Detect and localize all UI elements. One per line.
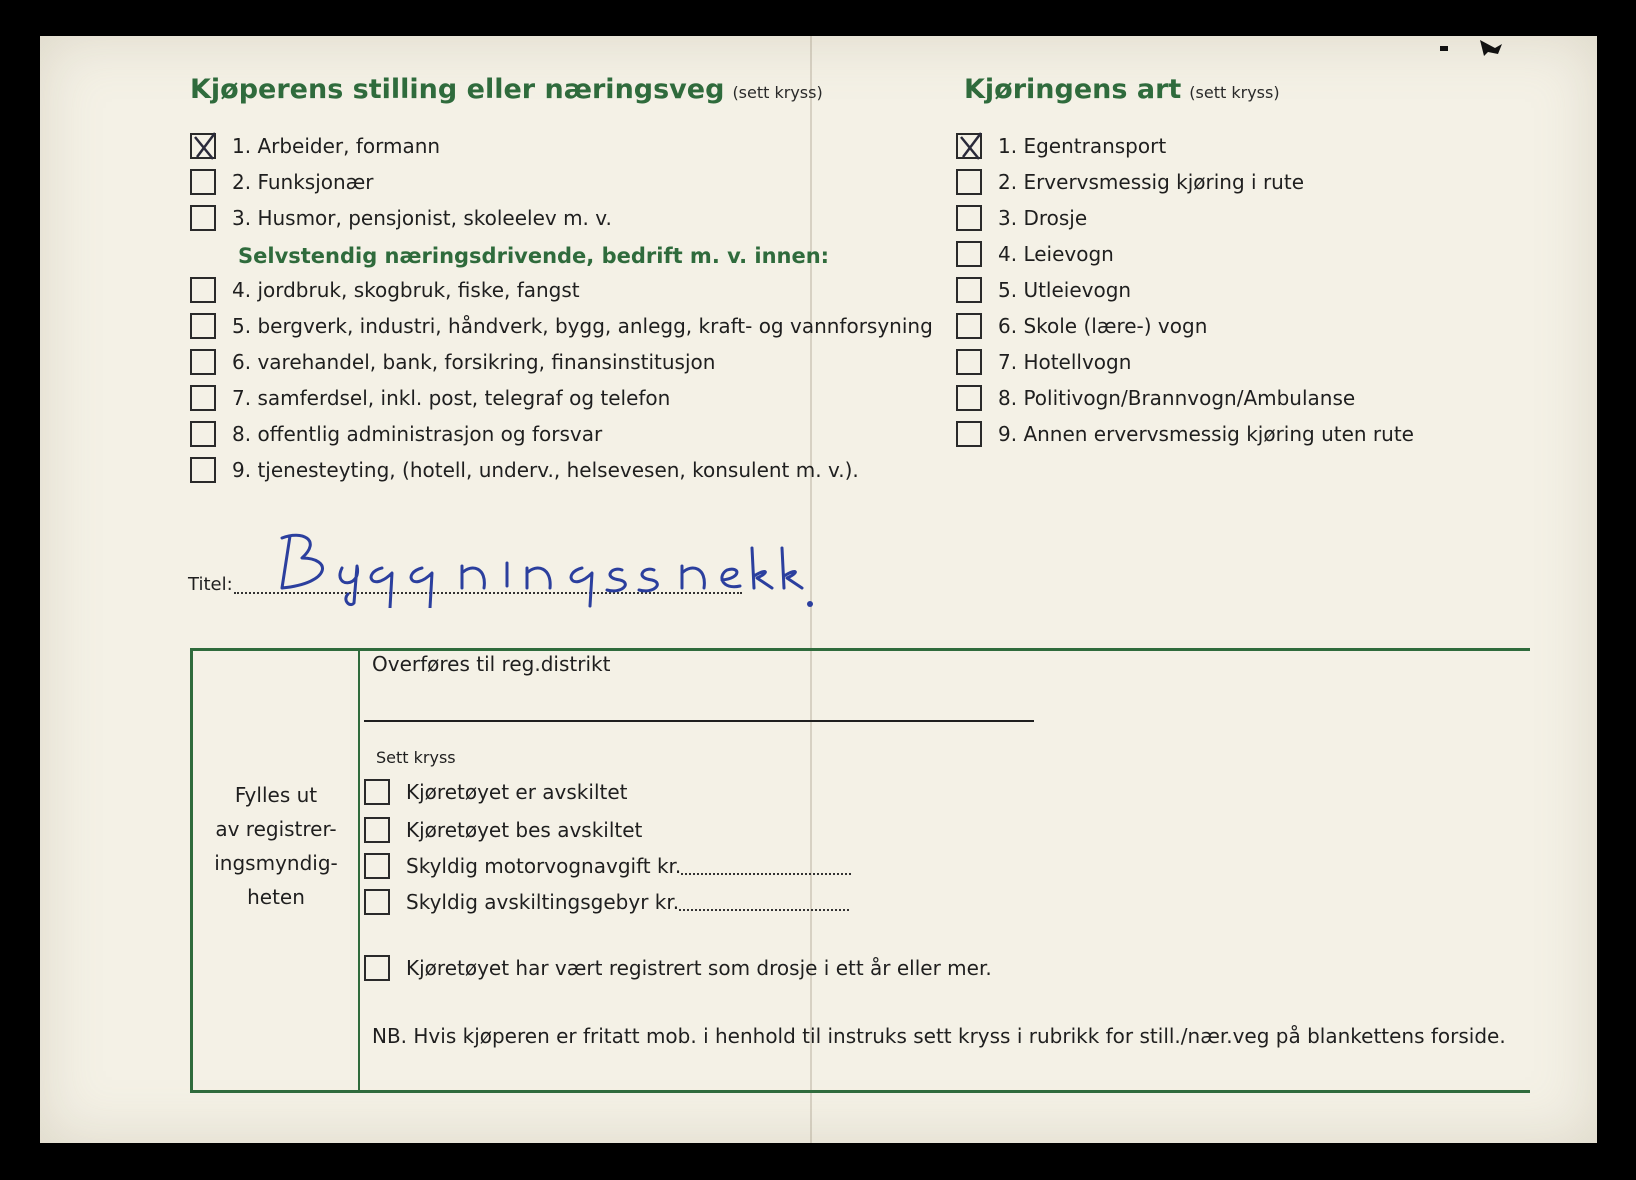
occupation-option-label: 3. Husmor, pensjonist, skoleelev m. v. xyxy=(232,206,612,230)
x-mark-icon xyxy=(189,129,223,163)
handwritten-title-signature xyxy=(262,528,822,608)
business-option-4[interactable] xyxy=(190,382,670,414)
business-option-label: 5. bergverk, industri, håndverk, bygg, anlegg, kraft- og vannforsyning xyxy=(232,314,933,338)
driving-option-2[interactable] xyxy=(956,166,1304,198)
checkbox[interactable] xyxy=(956,349,982,375)
driving-type-heading: Kjøringens art (sett kryss) xyxy=(964,74,1280,105)
driving-option-9[interactable] xyxy=(956,418,1414,450)
business-option-5[interactable] xyxy=(190,418,602,450)
business-option-label: 9. tjenesteyting, (hotell, underv., helsevesen, konsulent m. v.). xyxy=(232,458,859,482)
checkbox[interactable] xyxy=(956,169,982,195)
occupation-option-1[interactable] xyxy=(190,130,440,162)
checkbox[interactable] xyxy=(956,385,982,411)
business-option-label: 7. samferdsel, inkl. post, telegraf og telefon xyxy=(232,386,671,410)
transfer-district-line[interactable] xyxy=(364,720,1034,722)
occupation-option-label: 2. Funksjonær xyxy=(232,170,374,194)
driving-option-label: 1. Egentransport xyxy=(998,134,1167,158)
self-employed-subheading: Selvstendig næringsdrivende, bedrift m. v. innen: xyxy=(238,244,830,268)
checkbox[interactable] xyxy=(190,277,216,303)
business-option-1[interactable] xyxy=(190,274,580,306)
checkbox[interactable] xyxy=(190,457,216,483)
driving-option-label: 7. Hotellvogn xyxy=(998,350,1132,374)
registration-authority-label: Fylles ut av registrer- ingsmyndig- heten xyxy=(214,783,338,909)
checkbox[interactable] xyxy=(956,241,982,267)
title-label: Titel: xyxy=(188,574,233,595)
checkbox[interactable] xyxy=(364,955,390,981)
driving-option-label: 8. Politivogn/Brannvogn/Ambulanse xyxy=(998,386,1356,410)
driving-option-5[interactable] xyxy=(956,274,1131,306)
check-deregistered[interactable]: Kjøretøyet er avskiltet xyxy=(364,776,628,808)
plate-fee-amount-line[interactable] xyxy=(679,893,849,911)
driving-option-1[interactable] xyxy=(956,130,1166,162)
driving-option-label: 3. Drosje xyxy=(998,206,1088,230)
driving-option-7[interactable] xyxy=(956,346,1131,378)
checkbox[interactable] xyxy=(364,817,390,843)
check-drosje-registered[interactable]: Kjøretøyet har vært registrert som drosje i ett år eller mer. xyxy=(364,952,992,984)
panel-left-border xyxy=(190,648,193,1093)
driving-option-8[interactable] xyxy=(956,382,1355,414)
business-option-label: 4. jordbruk, skogbruk, fiske, fangst xyxy=(232,278,580,302)
checkbox[interactable] xyxy=(190,169,216,195)
panel-bottom-border xyxy=(190,1090,1530,1093)
business-option-label: 8. offentlig administrasjon og forsvar xyxy=(232,422,603,446)
occupation-option-label: 1. Arbeider, formann xyxy=(232,134,441,158)
business-option-3[interactable] xyxy=(190,346,715,378)
check-request-deregister[interactable]: Kjøretøyet bes avskiltet xyxy=(364,814,642,846)
driving-option-3[interactable] xyxy=(956,202,1087,234)
checkbox[interactable] xyxy=(956,205,982,231)
checkbox[interactable] xyxy=(956,421,982,447)
checkbox[interactable] xyxy=(364,853,390,879)
checkbox[interactable] xyxy=(956,313,982,339)
checkbox[interactable] xyxy=(190,349,216,375)
driving-option-4[interactable] xyxy=(956,238,1114,270)
x-mark-icon xyxy=(955,129,989,163)
check-motor-fee[interactable]: Skyldig motorvognavgift kr. xyxy=(364,850,851,882)
panel-divider xyxy=(358,648,360,1093)
driving-option-label: 6. Skole (lære-) vogn xyxy=(998,314,1208,338)
driving-option-label: 4. Leievogn xyxy=(998,242,1114,266)
driving-option-label: 9. Annen ervervsmessig kjøring uten rute xyxy=(998,422,1414,446)
business-option-label: 6. varehandel, bank, forsikring, finansinstitusjon xyxy=(232,350,716,374)
checkbox[interactable] xyxy=(956,133,982,159)
occupation-option-2[interactable] xyxy=(190,166,374,198)
transfer-district-label: Overføres til reg.distrikt xyxy=(372,652,611,676)
checkbox[interactable] xyxy=(190,133,216,159)
motor-fee-amount-line[interactable] xyxy=(681,857,851,875)
business-option-6[interactable] xyxy=(190,454,859,486)
buyer-occupation-heading: Kjøperens stilling eller næringsveg (sett kryss) xyxy=(190,74,823,105)
checkbox[interactable] xyxy=(190,205,216,231)
occupation-option-3[interactable] xyxy=(190,202,612,234)
panel-top-border xyxy=(190,648,1530,651)
checkbox[interactable] xyxy=(956,277,982,303)
checkbox[interactable] xyxy=(190,385,216,411)
check-plate-fee[interactable]: Skyldig avskiltingsgebyr kr. xyxy=(364,886,849,918)
checkbox[interactable] xyxy=(364,889,390,915)
checkbox[interactable] xyxy=(364,779,390,805)
business-option-2[interactable] xyxy=(190,310,933,342)
driving-option-6[interactable] xyxy=(956,310,1207,342)
driving-option-label: 2. Ervervsmessig kjøring i rute xyxy=(998,170,1304,194)
checkbox[interactable] xyxy=(190,313,216,339)
driving-option-label: 5. Utleievogn xyxy=(998,278,1132,302)
nb-note: NB. Hvis kjøperen er fritatt mob. i henhold til instruks sett kryss i rubrikk for still./nær.veg på blankettens forside. xyxy=(372,1024,1506,1048)
checkbox[interactable] xyxy=(190,421,216,447)
corner-ink-mark xyxy=(1440,40,1510,60)
sett-kryss-label: Sett kryss xyxy=(376,748,456,767)
